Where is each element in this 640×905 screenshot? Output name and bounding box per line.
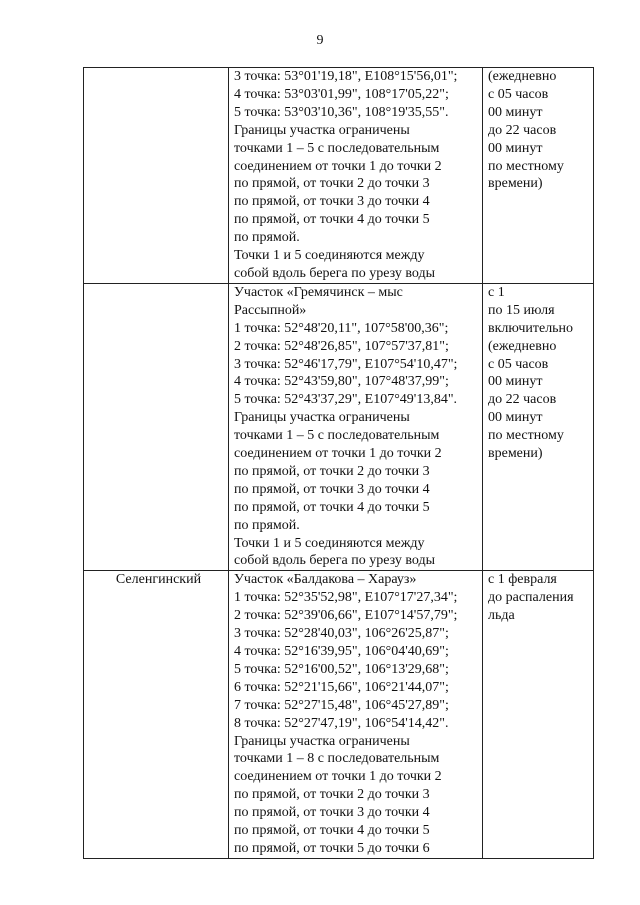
- period-cell: [483, 571, 594, 859]
- text-line: Границы участка ограничены: [234, 410, 410, 426]
- text-line: с 1 февраля: [488, 572, 557, 588]
- text-line: с 05 часов: [488, 356, 549, 372]
- description-cell: [229, 283, 483, 571]
- text-line: точками 1 – 8 с последовательным: [234, 751, 440, 767]
- text-line: 3 точка: 52°46'17,79", E107°54'10,47";: [234, 356, 458, 372]
- text-line: с 1: [488, 284, 505, 300]
- text-line: (ежедневно: [488, 69, 557, 84]
- district-cell: Селенгинский: [84, 571, 229, 859]
- text-line: 5 точка: 53°03'10,36", 108°19'35,55".: [234, 104, 449, 120]
- text-line: до распаления: [488, 590, 574, 606]
- text-line: 3 точка: 53°01'19,18", E108°15'56,01";: [234, 69, 458, 84]
- text-line: 6 точка: 52°21'15,66", 106°21'44,07";: [234, 679, 449, 695]
- table-row: [84, 571, 594, 859]
- text-line: 5 точка: 52°43'37,29", E107°49'13,84".: [234, 392, 458, 408]
- text-line: Границы участка ограничены: [234, 733, 410, 749]
- text-line: по местному: [488, 158, 564, 174]
- text-line: по прямой, от точки 2 до точки 3: [234, 787, 430, 803]
- text-line: по прямой, от точки 4 до точки 5: [234, 499, 430, 515]
- text-line: 2 точка: 52°48'26,85", 107°57'37,81";: [234, 338, 449, 354]
- text-line: 8 точка: 52°27'47,19", 106°54'14,42".: [234, 715, 449, 731]
- text-line: по местному: [488, 428, 564, 444]
- text-line: Точки 1 и 5 соединяются между: [234, 535, 425, 551]
- text-line: собой вдоль берега по урезу воды: [234, 265, 435, 281]
- district-cell: [84, 283, 229, 571]
- text-line: 00 минут: [488, 410, 543, 426]
- text-line: до 22 часов: [488, 392, 557, 408]
- text-line: 3 точка: 52°28'40,03", 106°26'25,87";: [234, 626, 449, 642]
- text-line: по прямой.: [234, 230, 300, 246]
- text-line: 5 точка: 52°16'00,52", 106°13'29,68";: [234, 661, 449, 677]
- table-row: [84, 283, 594, 571]
- text-line: 7 точка: 52°27'15,48", 106°45'27,89";: [234, 697, 449, 713]
- text-line: включительно: [488, 320, 574, 336]
- text-line: по прямой, от точки 2 до точки 3: [234, 176, 430, 192]
- text-line: по прямой.: [234, 517, 300, 533]
- text-line: по прямой, от точки 3 до точки 4: [234, 805, 430, 821]
- table-body: [84, 68, 594, 859]
- text-line: 00 минут: [488, 140, 543, 156]
- table-row: [84, 68, 594, 284]
- text-line: точками 1 – 5 с последовательным: [234, 428, 440, 444]
- district-cell: [84, 68, 229, 284]
- text-line: времени): [488, 446, 543, 462]
- regulation-table: [83, 67, 594, 859]
- text-line: по прямой, от точки 3 до точки 4: [234, 194, 430, 210]
- text-line: до 22 часов: [488, 122, 557, 138]
- text-line: с 05 часов: [488, 86, 549, 102]
- text-line: 1 точка: 52°48'20,11", 107°58'00,36";: [234, 320, 449, 336]
- text-line: соединением от точки 1 до точки 2: [234, 158, 442, 174]
- description-cell: [229, 68, 483, 284]
- text-line: собой вдоль берега по урезу воды: [234, 553, 435, 569]
- description-cell: [229, 571, 483, 859]
- text-line: по прямой, от точки 2 до точки 3: [234, 463, 430, 479]
- text-line: Рассыпной»: [234, 302, 307, 318]
- text-line: 2 точка: 52°39'06,66", E107°14'57,79";: [234, 608, 458, 624]
- text-line: по прямой, от точки 3 до точки 4: [234, 481, 430, 497]
- text-line: 00 минут: [488, 104, 543, 120]
- text-line: по прямой, от точки 4 до точки 5: [234, 212, 430, 228]
- text-line: Участок «Балдакова – Харауз»: [234, 572, 417, 588]
- text-line: времени): [488, 176, 543, 192]
- text-line: 4 точка: 52°16'39,95", 106°04'40,69";: [234, 644, 449, 659]
- text-line: льда: [488, 608, 515, 624]
- period-cell: [483, 283, 594, 571]
- text-line: Участок «Гремячинск – мыс: [234, 284, 403, 300]
- period-cell: [483, 68, 594, 284]
- text-line: 1 точка: 52°35'52,98", E107°17'27,34";: [234, 590, 458, 606]
- text-line: 4 точка: 52°43'59,80", 107°48'37,99";: [234, 374, 449, 390]
- text-line: (ежедневно: [488, 338, 557, 354]
- text-line: 00 минут: [488, 374, 543, 390]
- text-line: по прямой, от точки 5 до точки 6: [234, 840, 430, 856]
- text-line: соединением от точки 1 до точки 2: [234, 446, 442, 462]
- page-number: 9: [316, 33, 324, 48]
- text-line: Точки 1 и 5 соединяются между: [234, 248, 425, 264]
- text-line: по прямой, от точки 4 до точки 5: [234, 823, 430, 839]
- text-line: 4 точка: 53°03'01,99", 108°17'05,22";: [234, 86, 449, 102]
- text-line: Границы участка ограничены: [234, 122, 410, 138]
- text-line: по 15 июля: [488, 302, 555, 318]
- text-line: соединением от точки 1 до точки 2: [234, 769, 442, 785]
- text-line: точками 1 – 5 с последовательным: [234, 140, 440, 156]
